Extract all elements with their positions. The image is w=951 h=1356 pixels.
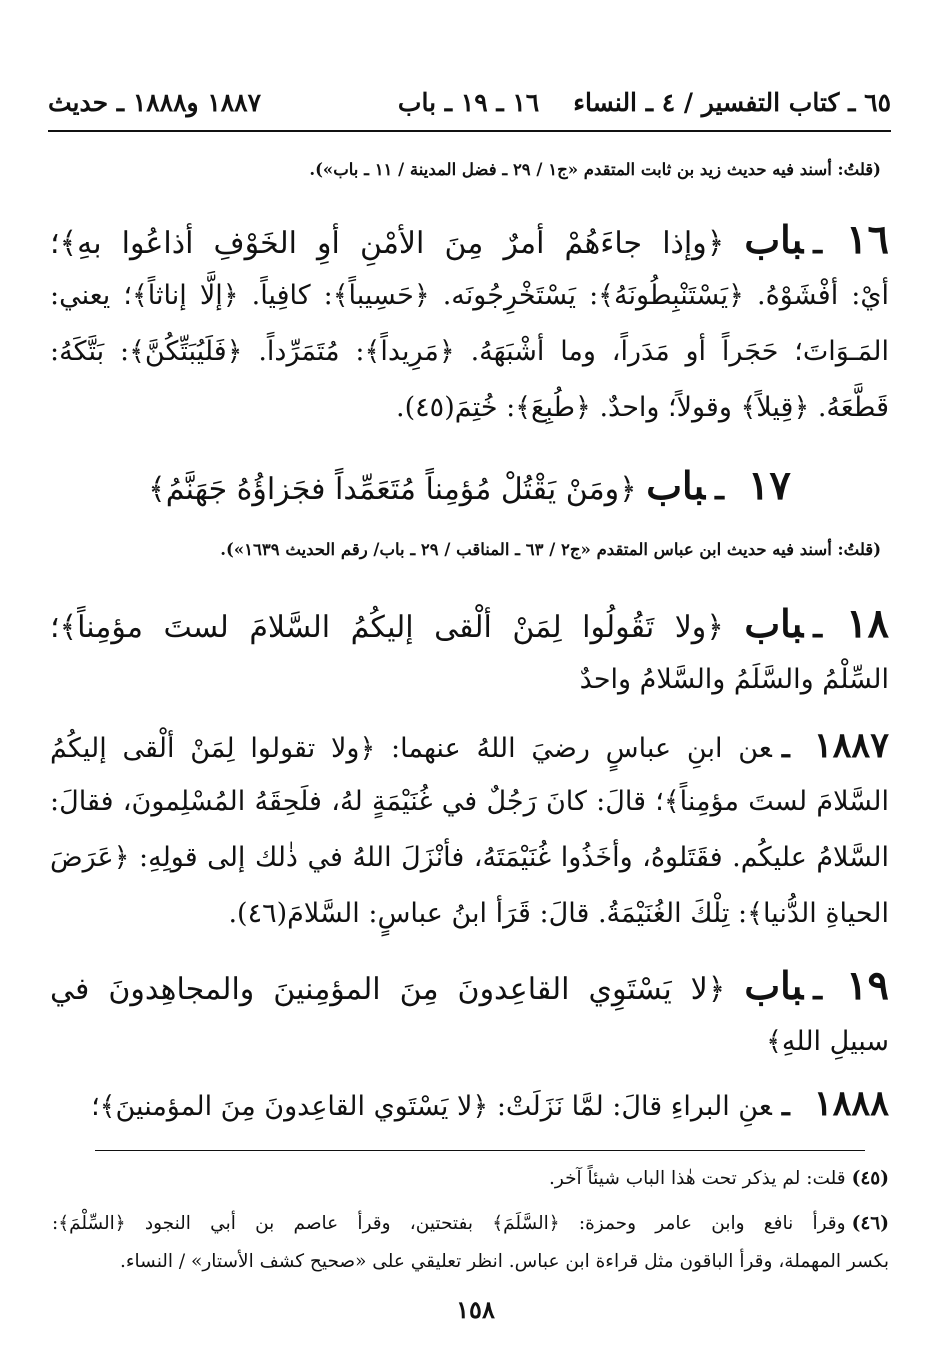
running-header xyxy=(48,88,891,124)
footnote-45 xyxy=(52,1166,889,1192)
hadith-1887-line-3: السَّلامُ عليكُم. فقَتَلوهُ، وأخَذُوا غُنَيْمَتَهُ، فأنْزَلَ اللهُ في ذٰلك إلى قولِهِ: ﴿عَرَضَ xyxy=(50,842,889,873)
hadith-1887-text-1: عن ابنِ عباسٍ رضيَ اللهُ عنهما: ﴿ولا تقولوا لِمَنْ ألْقى إليكُمُ xyxy=(50,733,772,764)
bab-16-heading: ١٦ـباب ﴿وإذا جاءَهُمْ أمرٌ مِنَ الأمْنِ أوِ الخَوْفِ أذاعُوا بهِ﴾؛ xyxy=(50,216,889,263)
header-hadith-range: ١٨٨٧ و١٨٨٨ ـ حديث xyxy=(48,88,262,117)
footnote-45-label: (٤٥) xyxy=(851,1168,889,1189)
hadith-1887 xyxy=(50,718,889,942)
bab-19-label: باب xyxy=(744,963,804,1008)
footnote-45-text: قلت: لم يذكر تحت هٰذا الباب شيئاً آخر. xyxy=(548,1168,846,1189)
bab-19-number: ١٩ xyxy=(846,962,889,1009)
bab-18-label: باب xyxy=(744,601,804,646)
bab-16-line-2: أيْ: أفْشَوْهُ. ﴿يَسْتَنْبِطُونَهُ﴾: يَسْتَخْرِجُونَه. ﴿حَسِيباً﴾: كافِياً. ﴿إلَّا إناثاً﴾؛ يعني: xyxy=(50,280,889,311)
bab-18-line-2: السِّلْمُ والسَّلَمُ والسَّلامُ واحدٌ xyxy=(579,664,889,695)
hadith-1888-line-1: ١٨٨٨ـعنِ البراءِ قالَ: لمَّا نَزَلَتْ: ﴿لا يَسْتَوي القاعِدونَ مِنَ المؤمنينَ﴾؛ xyxy=(91,1083,889,1124)
header-section-range: ١٦ ـ ١٩ ـ باب xyxy=(397,88,540,117)
bab-16-number: ١٦ xyxy=(846,216,889,263)
bab-18-verse: ﴿ولا تَقُولُوا لِمَنْ ألْقى إليكُمُ السَّلامَ لستَ مؤمِناً﴾؛ xyxy=(50,610,724,645)
footnote-46-text-1: وقرأ نافع وابن عامر وحمزة: ﴿السَّلَمَ﴾ بفتحتين، وقرأ عاصم بن أبي النجود ﴿السِّلْمَ﴾: xyxy=(52,1213,846,1234)
hadith-1887-number: ١٨٨٧ xyxy=(813,725,889,766)
hadith-1888-text-1: عنِ البراءِ قالَ: لمَّا نَزَلَتْ: ﴿لا يَسْتَوي القاعِدونَ مِنَ المؤمنينَ﴾؛ xyxy=(91,1091,772,1122)
hadith-1887-line-4: الحياةِ الدُّنيا﴾: تِلْكَ الغُنَيْمَةُ. قالَ: قَرَأ ابنُ عباسٍ: السَّلامَ(٤٦). xyxy=(228,898,889,929)
bab-19-heading: ١٩ـباب ﴿لا يَسْتَوِي القاعِدونَ مِنَ المؤمِنينَ والمجاهِدونَ في xyxy=(50,962,889,1009)
editor-note-1: (قلتُ: أسند فيه حديث زيد بن ثابت المتقدم «ج١ / ٢٩ ـ فضل المدينة / ١١ ـ باب»). xyxy=(309,160,881,179)
bab-17 xyxy=(50,458,889,514)
bab-17-label: باب xyxy=(646,463,706,508)
bab-16-line-3: المَـوَاتَ؛ حَجَراً أو مَدَراً، وما أشْبَهَهُ. ﴿مَرِيداً﴾: مُتَمَرِّداً. ﴿فَلَيُبَتِّكُنَّ﴾: بَتَّكَهُ: xyxy=(50,336,889,367)
hadith-1888-number: ١٨٨٨ xyxy=(813,1083,889,1124)
hadith-1888 xyxy=(50,1076,889,1132)
bab-18-number: ١٨ xyxy=(846,600,889,647)
bab-19-verse: ﴿لا يَسْتَوِي القاعِدونَ مِنَ المؤمِنينَ والمجاهِدونَ في xyxy=(50,972,726,1007)
footnote-rule xyxy=(95,1150,865,1151)
bab-18-heading: ١٨ـباب ﴿ولا تَقُولُوا لِمَنْ ألْقى إليكُمُ السَّلامَ لستَ مؤمِناً﴾؛ xyxy=(50,600,889,647)
header-right xyxy=(398,88,891,117)
bab-19 xyxy=(50,958,889,1070)
bab-18 xyxy=(50,596,889,708)
bab-19-line-2: سبيلِ اللهِ﴾ xyxy=(766,1026,889,1057)
hadith-1887-line-2: السَّلامَ لستَ مؤمِناً﴾؛ قالَ: كانَ رَجُلٌ في غُنَيْمَةٍ لهُ، فلَحِقَهُ المُسْلِمونَ، فقالَ: xyxy=(50,786,889,817)
bab-16-verse: ﴿وإذا جاءَهُمْ أمرٌ مِنَ الأمْنِ أوِ الخَوْفِ أذاعُوا بهِ﴾؛ xyxy=(50,226,725,261)
header-rule xyxy=(48,130,891,132)
footnote-46-line-1 xyxy=(52,1211,889,1237)
bab-17-number: ١٧ xyxy=(747,462,791,509)
hadith-1887-line-1: ١٨٨٧ـعن ابنِ عباسٍ رضيَ اللهُ عنهما: ﴿ولا تقولوا لِمَنْ ألْقى إليكُمُ xyxy=(50,725,889,766)
bab-17-verse: ﴿ومَنْ يَقْتُلْ مُؤمِناً مُتَعَمِّداً فجَزاؤُهُ جَهَنَّمُ﴾ xyxy=(148,472,637,507)
page-number: ١٥٨ xyxy=(456,1295,495,1324)
bab-17-heading: ١٧ـباب ﴿ومَنْ يَقْتُلْ مُؤمِناً مُتَعَمِّداً فجَزاؤُهُ جَهَنَّمُ﴾ xyxy=(148,462,791,509)
footnote-46-label: (٤٦) xyxy=(851,1213,889,1234)
bab-16-label: باب xyxy=(744,217,804,262)
header-book-title: ٦٥ ـ كتاب التفسير / ٤ ـ النساء xyxy=(573,88,891,117)
footnote-46-line-2: بكسر المهملة، وقرأ الباقون مثل قراءة ابن عباس. انظر تعليقي على «صحيح كشف الأستار» / النساء. xyxy=(119,1251,889,1272)
editor-note-2: (قلتُ: أسند فيه حديث ابن عباس المتقدم «ج٢ / ٦٣ ـ المناقب / ٢٩ ـ باب/ رقم الحديث ١٦٣٩»). xyxy=(220,540,881,559)
bab-16-line-4: قَطَّعَهُ. ﴿قِيلاً﴾ وقولاً؛ واحدٌ. ﴿طُبِعَ﴾: خُتِمَ(٤٥). xyxy=(396,392,889,423)
bab-16 xyxy=(50,212,889,436)
